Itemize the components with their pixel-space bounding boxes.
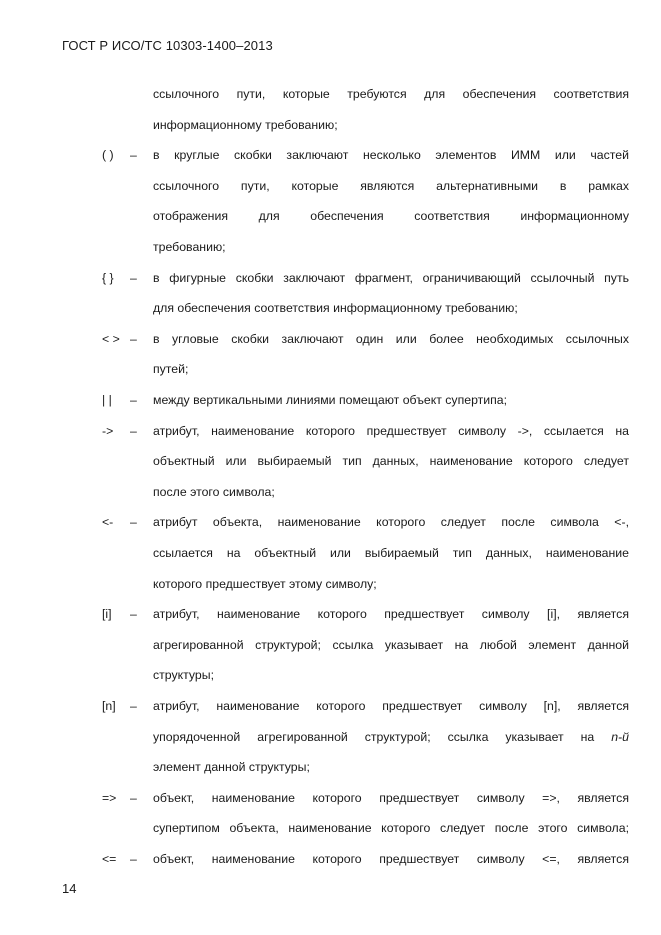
symbol-notation: ( ): [102, 148, 114, 163]
definition-text: которого предшествует этому символу;: [153, 576, 377, 591]
text-line: [0, 575, 661, 593]
text-line: [0, 299, 661, 317]
definition-text: ссылается на объектный или выбираемый тип данных, наименование: [153, 546, 629, 560]
symbol-notation: <=: [102, 852, 117, 866]
definition-dash: –: [130, 393, 137, 407]
symbol-notation: < >: [102, 331, 120, 346]
text-line: [0, 636, 661, 654]
definition-text: требованию;: [153, 240, 226, 254]
symbol-notation: | |: [102, 393, 112, 407]
text-line: [0, 544, 661, 562]
definition-text: между вертикальными линиями помещают объект супертипа;: [153, 393, 508, 407]
definition-dash: –: [130, 148, 137, 163]
definition-text: атрибут, наименование которого предшествует символу [i], является: [153, 607, 629, 622]
symbol-notation: [n]: [102, 699, 116, 713]
definition-text: ссылочного пути, которые являются альтернативными в рамках: [153, 178, 629, 193]
text-line: [0, 146, 661, 164]
definition-text: атрибут, наименование которого предшествует символу [n], является: [153, 699, 629, 713]
definition-text: для обеспечения соответствия информационному требованию;: [153, 301, 518, 316]
definition-text: элемент данной структуры;: [153, 760, 310, 775]
definition-text: структуры;: [153, 668, 215, 683]
definition-dash: –: [130, 607, 137, 622]
text-line: [0, 360, 661, 378]
text-line: [0, 207, 661, 225]
definition-dash: –: [130, 790, 137, 805]
text-line: [0, 177, 661, 195]
symbol-notation: ->: [102, 423, 114, 438]
italic-term: n-й: [611, 729, 629, 744]
page-number: 14: [62, 881, 77, 896]
text-line: [0, 850, 661, 868]
text-line: [0, 422, 661, 440]
text-line: [0, 269, 661, 287]
symbol-notation: <-: [102, 515, 114, 530]
text-line: [0, 789, 661, 807]
text-line: [0, 483, 661, 501]
text-line: [0, 728, 661, 746]
text-line: [0, 391, 661, 409]
definition-text: супертипом объекта, наименование которого следует после этого символа;: [153, 821, 629, 836]
symbol-notation: [i]: [102, 607, 112, 622]
text-line: [0, 819, 661, 837]
definition-text: агрегированной структурой; ссылка указывает на любой элемент данной: [153, 637, 629, 652]
definition-text: объект, наименование которого предшествует символу <=, является: [153, 852, 629, 866]
definition-text: информационному требованию;: [153, 117, 338, 132]
definition-text: объект, наименование которого предшествует символу =>, является: [153, 790, 629, 805]
definition-text: путей;: [153, 362, 189, 377]
text-line: [0, 452, 661, 470]
text-line: [0, 116, 661, 134]
text-line: [0, 513, 661, 531]
text-line: [0, 758, 661, 776]
definition-text: отображения для обеспечения соответствия информационному: [153, 209, 629, 224]
definition-dash: –: [130, 423, 137, 438]
definition-text: атрибут объекта, наименование которого следует после символа <-,: [153, 515, 629, 530]
definition-text: ссылочного пути, которые требуются для обеспечения соответствия: [153, 87, 629, 101]
text-line: [0, 238, 661, 256]
text-line: [0, 666, 661, 684]
text-line: [0, 697, 661, 715]
definition-text: после этого символа;: [153, 484, 275, 499]
definition-dash: –: [130, 270, 137, 285]
definition-text: в круглые скобки заключают несколько элементов ИММ или частей: [153, 148, 629, 163]
text-line: [0, 85, 661, 103]
definition-dash: –: [130, 515, 137, 530]
definition-text: в угловые скобки заключают один или более необходимых ссылочных: [153, 331, 629, 346]
page-header: ГОСТ Р ИСО/ТС 10303-1400–2013: [62, 38, 273, 53]
definition-text: упорядоченной агрегированной структурой; ссылка указывает на n-й: [153, 729, 629, 744]
text-line: [0, 330, 661, 348]
symbol-notation: =>: [102, 790, 117, 805]
text-line: [0, 605, 661, 623]
definition-dash: –: [130, 331, 137, 346]
definition-text: атрибут, наименование которого предшествует символу ->, ссылается на: [153, 423, 629, 438]
definition-dash: –: [130, 852, 137, 866]
symbol-notation: { }: [102, 270, 114, 285]
definition-text: в фигурные скобки заключают фрагмент, ограничивающий ссылочный путь: [153, 270, 629, 285]
definition-dash: –: [130, 699, 137, 713]
definition-text: объектный или выбираемый тип данных, наименование которого следует: [153, 454, 629, 469]
